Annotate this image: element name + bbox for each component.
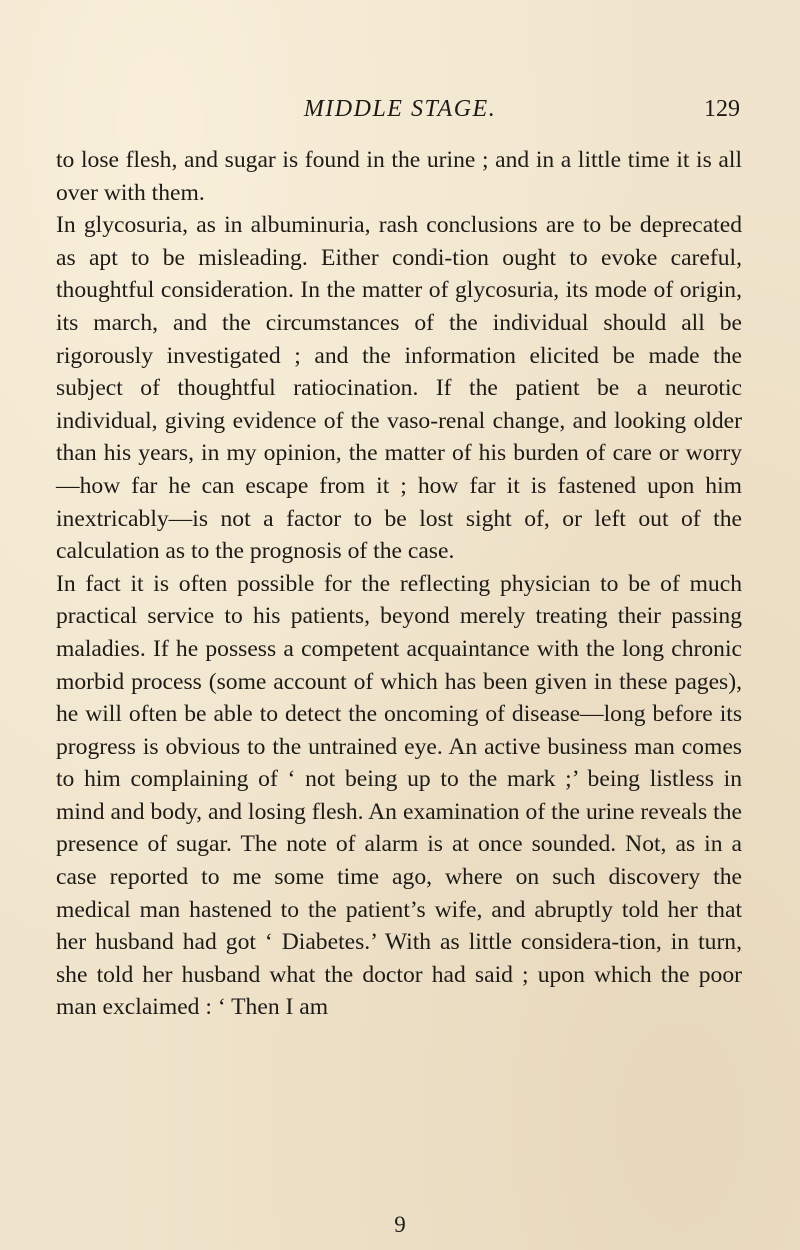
body-text — [56, 144, 742, 1024]
running-title: MIDDLE STAGE. — [303, 96, 497, 122]
paragraph: In fact it is often possible for the reflecting physician to be of much practical service to his patients, beyond merely treating their passing maladies. If he possess a competent acquaintance with the long chronic morbid process (some account of which has been given in these pages), he will often be able to detect the oncoming of disease—long before its progress is obvious to the untrained eye. An active business man comes to him complaining of ‘ not being up to the mark ;’ being listless in mind and body, and losing flesh. An examination of the urine reveals the presence of sugar. The note of alarm is at once sounded. Not, as in a case reported to me some time ago, where on such discovery the medical man hastened to the patient’s wife, and abruptly told her that her husband had got ‘ Diabetes.’ With as little considera-tion, in turn, she told her husband what the doctor had said ; upon which the poor man exclaimed : ‘ Then I am — [56, 570, 742, 1021]
page-number: 129 — [704, 96, 740, 122]
paragraph: In glycosuria, as in albuminuria, rash conclusions are to be deprecated as apt to be misleading. Either condi-tion ought to evoke careful, thoughtful consideration. In the matter of glycosuria, its mode of origin, its march, and the circumstances of the individual should all be rigorously investigated ; and the information elicited be made the subject of thoughtful ratiocination. If the patient be a neurotic individual, giving evidence of the vaso-renal change, and looking older than his years, in my opinion, the matter of his burden of care or worry—how far he can escape from it ; how far it is fastened upon him inextricably—is not a factor to be lost sight of, or left out of the calculation as to the prognosis of the case. — [56, 212, 742, 565]
signature-mark: 9 — [394, 1212, 406, 1237]
paragraph: to lose flesh, and sugar is found in the urine ; and in a little time it is all over with them. — [56, 147, 742, 206]
page-header — [60, 96, 740, 130]
